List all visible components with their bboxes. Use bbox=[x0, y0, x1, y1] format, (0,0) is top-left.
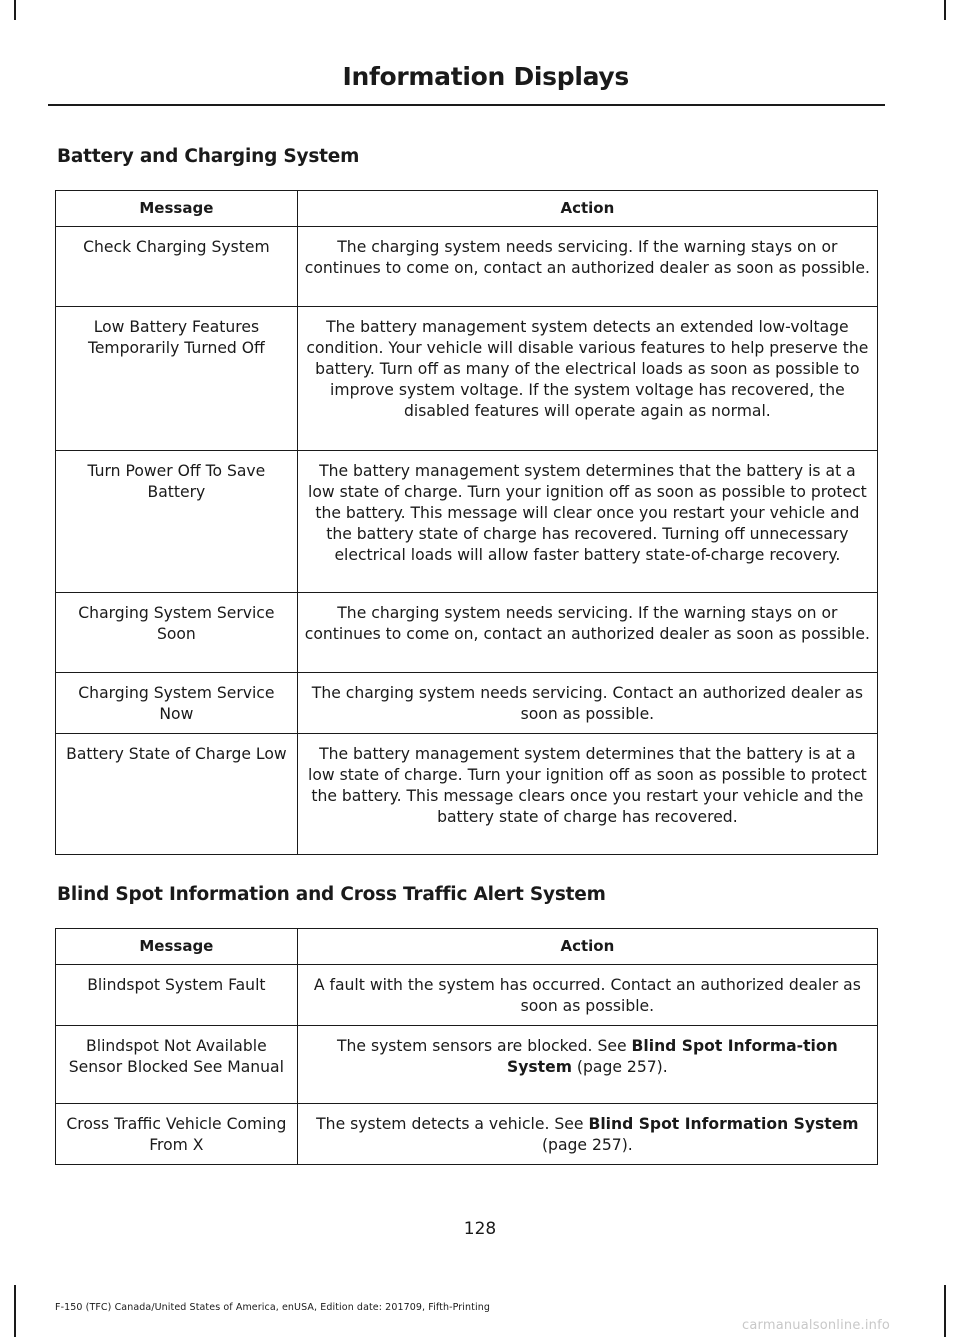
crop-mark-bottom-left bbox=[14, 1285, 16, 1337]
page-reference: (page 257). bbox=[541, 1136, 633, 1154]
message-cell: Blindspot System Fault bbox=[56, 965, 298, 1026]
page-title: Information Displays bbox=[342, 62, 629, 91]
action-cell: The battery management system detects an extended low-voltage condition. Your vehicle will disable various features to help preserve the battery. Turn off as many of the electrical loads as soon as possible to improve system voltage. If the system voltage has recovered, the disabled features will operate again as normal. bbox=[297, 307, 877, 451]
table-row bbox=[56, 227, 878, 307]
action-cell: The charging system needs servicing. Contact an authorized dealer as soon as possible. bbox=[297, 673, 877, 734]
page-reference: (page 257). bbox=[571, 1058, 668, 1076]
message-cell: Blindspot Not Available Sensor Blocked See Manual bbox=[56, 1026, 298, 1104]
column-header-message: Message bbox=[56, 929, 298, 965]
column-header-action: Action bbox=[297, 191, 877, 227]
section-title-battery: Battery and Charging System bbox=[57, 146, 360, 167]
header-divider bbox=[48, 104, 885, 106]
table-row bbox=[56, 593, 878, 673]
table-row bbox=[56, 1104, 878, 1165]
action-cell: The charging system needs servicing. If the warning stays on or continues to come on, contact an authorized dealer as soon as possible. bbox=[297, 227, 877, 307]
action-cell bbox=[297, 1026, 877, 1104]
cross-reference-link[interactable]: Blind Spot Informa-tion System bbox=[507, 1037, 838, 1076]
blind-spot-messages-table bbox=[55, 928, 878, 1165]
table-row bbox=[56, 451, 878, 593]
action-cell: A fault with the system has occurred. Contact an authorized dealer as soon as possible. bbox=[297, 965, 877, 1026]
column-header-message: Message bbox=[56, 191, 298, 227]
page-number: 128 bbox=[463, 1219, 497, 1239]
cross-reference-link[interactable]: Blind Spot Information System bbox=[588, 1115, 859, 1133]
action-text: The system sensors are blocked. See bbox=[337, 1037, 632, 1055]
table-row bbox=[56, 307, 878, 451]
table-row bbox=[56, 1026, 878, 1104]
table-header-row bbox=[56, 191, 878, 227]
message-cell: Check Charging System bbox=[56, 227, 298, 307]
column-header-action: Action bbox=[297, 929, 877, 965]
message-cell: Cross Traffic Vehicle Coming From X bbox=[56, 1104, 298, 1165]
message-cell: Turn Power Off To Save Battery bbox=[56, 451, 298, 593]
section-title-blind-spot: Blind Spot Information and Cross Traffic Alert System bbox=[57, 884, 606, 905]
table-header-row bbox=[56, 929, 878, 965]
action-cell bbox=[297, 1104, 877, 1165]
table-row bbox=[56, 734, 878, 855]
message-cell: Charging System Service Now bbox=[56, 673, 298, 734]
message-cell: Low Battery Features Temporarily Turned Off bbox=[56, 307, 298, 451]
crop-mark-bottom-right bbox=[944, 1285, 946, 1337]
table-row bbox=[56, 965, 878, 1026]
footer-edition-info: F-150 (TFC) Canada/United States of America, enUSA, Edition date: 201709, Fifth-Printing bbox=[55, 1302, 490, 1313]
crop-mark-top-left bbox=[14, 0, 16, 20]
message-cell: Battery State of Charge Low bbox=[56, 734, 298, 855]
action-text: The system detects a vehicle. See bbox=[316, 1115, 589, 1133]
watermark: carmanualsonline.info bbox=[742, 1318, 891, 1333]
message-cell: Charging System Service Soon bbox=[56, 593, 298, 673]
table-row bbox=[56, 673, 878, 734]
action-cell: The battery management system determines that the battery is at a low state of charge. Turn your ignition off as soon as possible to protect the battery. This message will clear once you restart your vehicle and the battery state of charge has recovered. Turning off unnecessary electrical loads will allow faster battery state-of-charge recovery. bbox=[297, 451, 877, 593]
crop-mark-top-right bbox=[944, 0, 946, 20]
action-cell: The battery management system determines that the battery is at a low state of charge. Turn your ignition off as soon as possible to protect the battery. This message clears once you restart your vehicle and the battery state of charge has recovered. bbox=[297, 734, 877, 855]
action-cell: The charging system needs servicing. If the warning stays on or continues to come on, contact an authorized dealer as soon as possible. bbox=[297, 593, 877, 673]
battery-messages-table bbox=[55, 190, 878, 855]
